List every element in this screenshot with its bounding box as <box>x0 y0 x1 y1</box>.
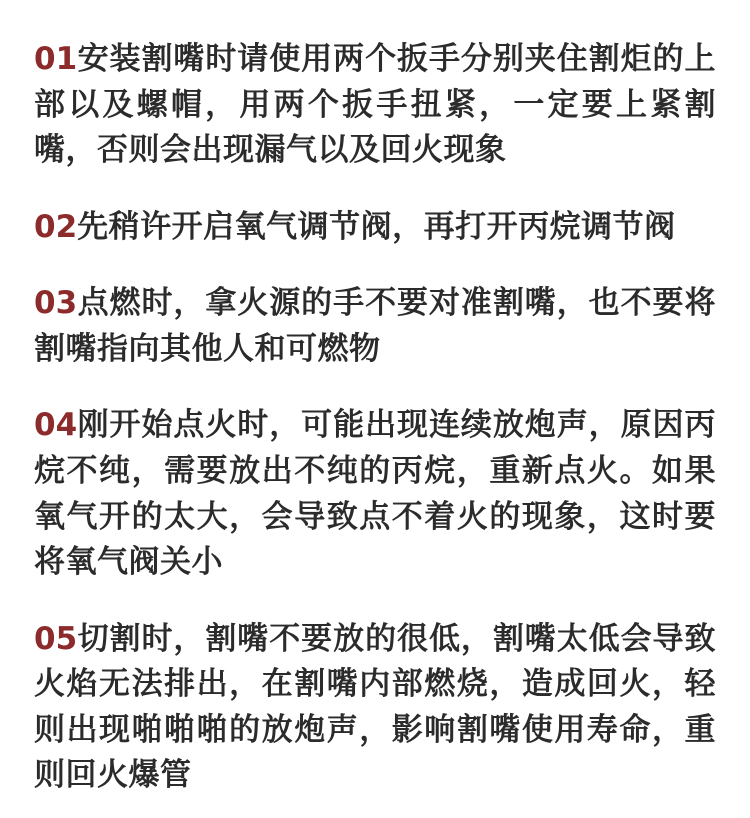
instruction-paragraph <box>34 403 716 585</box>
item-number: 01 <box>34 41 78 77</box>
instruction-paragraph <box>34 617 716 799</box>
item-number: 02 <box>34 208 78 245</box>
list-item <box>34 37 716 174</box>
item-number: 05 <box>34 620 78 657</box>
item-text: 先稍许开启氧气调节阀，再打开丙烷调节阀 <box>77 208 676 245</box>
instruction-paragraph <box>34 37 716 174</box>
item-text: 切割时，割嘴不要放的很低，割嘴太低会导致火焰无法排出，在割嘴内部燃烧，造成回火，轻则出现啪啪啪的放炮声，影响割嘴使用寿命，重则回火爆管 <box>34 620 716 794</box>
instruction-paragraph <box>34 205 716 251</box>
item-number: 03 <box>34 285 78 322</box>
list-item <box>34 281 716 372</box>
list-item <box>34 403 716 585</box>
list-item <box>34 617 716 799</box>
item-text: 刚开始点火时，可能出现连续放炮声，原因丙烷不纯，需要放出不纯的丙烷，重新点火。如果氧气开的太大，会导致点不着火的现象，这时要将氧气阀关小 <box>34 407 716 581</box>
item-text: 安装割嘴时请使用两个扳手分别夹住割炬的上部以及螺帽，用两个扳手扭紧，一定要上紧割嘴，否则会出现漏气以及回火现象 <box>34 41 716 169</box>
list-item <box>34 205 716 251</box>
item-number: 04 <box>34 407 78 444</box>
instruction-paragraph <box>34 281 716 372</box>
item-text: 点燃时，拿火源的手不要对准割嘴，也不要将割嘴指向其他人和可燃物 <box>34 285 716 367</box>
